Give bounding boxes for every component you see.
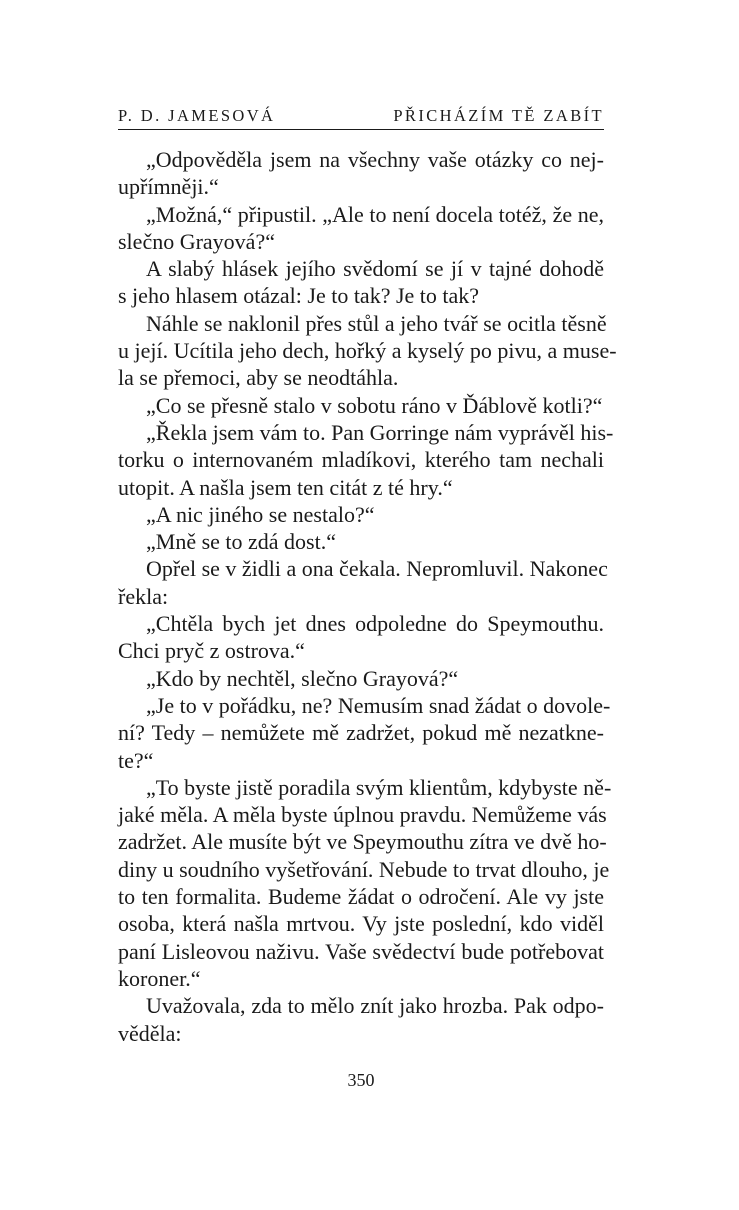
text-line: Náhle se naklonil přes stůl a jeho tvář se ocitla těsně [146,310,607,336]
text-line: torku o internovaném mladíkovi, kterého tam nechali [118,447,604,473]
running-head-title: PŘICHÁZÍM TĚ ZABÍT [393,106,604,125]
text-line: „Je to v pořádku, ne? Nemusím snad žádat o dovole- [146,692,611,718]
text-line: „Řekla jsem vám to. Pan Gorringe nám vyprávěl his- [146,419,614,445]
running-head-author: P. D. JAMESOVÁ [118,106,276,125]
text-line: „To byste jistě poradila svým klientům, kdybyste ně- [146,774,612,800]
text-line: „Kdo by nechtěl, slečno Grayová?“ [146,665,459,691]
text-line: koroner.“ [118,965,201,991]
text-line: „Chtěla bych jet dnes odpoledne do Speymouthu. [146,611,604,637]
text-line: Chci pryč z ostrova.“ [118,638,305,664]
text-line: la se přemoci, aby se neodtáhla. [118,365,399,391]
header-rule [118,129,604,130]
text-line: osoba, která našla mrtvou. Vy jste poslední, kdo viděl [118,911,604,937]
text-line: „Možná,“ připustil. „Ale to není docela totéž, že ne, [146,201,604,227]
text-line: věděla: [118,1020,182,1046]
text-line: s jeho hlasem otázal: Je to tak? Je to tak? [118,283,480,309]
body-text [118,146,617,1047]
text-line: zadržet. Ale musíte být ve Speymouthu zítra ve dvě ho- [118,829,607,855]
text-line: „Mně se to zdá dost.“ [146,529,336,555]
text-line: ní? Tedy – nemůžete mě zadržet, pokud mě nezatkne- [118,720,604,746]
page-number: 350 [347,1070,375,1090]
text-line: te?“ [118,747,154,773]
text-line: upřímněji.“ [118,174,219,200]
text-line: řekla: [118,583,169,609]
text-line: Uvažovala, zda to mělo znít jako hrozba. Pak odpo- [146,993,604,1019]
text-line: „Co se přesně stalo v sobotu ráno v Ďáblově kotli?“ [146,392,603,418]
text-line: diny u soudního vyšetřování. Nebude to trvat dlouho, je [118,856,610,882]
text-line: „A nic jiného se nestalo?“ [146,501,375,527]
text-line: utopit. A našla jsem ten citát z té hry.“ [118,474,453,500]
text-line: A slabý hlásek jejího svědomí se jí v tajné dohodě [146,256,604,282]
text-line: jaké měla. A měla byste úplnou pravdu. Nemůžeme vás [118,802,607,828]
running-head [118,104,604,128]
text-line: u její. Ucítila jeho dech, hořký a kyselý po pivu, a muse- [118,338,617,364]
text-line: „Odpověděla jsem na všechny vaše otázky co nej- [146,147,604,172]
text-line: paní Lisleovou naživu. Vaše svědectví bude potřebovat [118,938,604,964]
text-line: slečno Grayová?“ [118,228,275,254]
text-line: to ten formalita. Budeme žádat o odročení. Ale vy jste [118,884,604,910]
text-line: Opřel se v židli a ona čekala. Nepromluvil. Nakonec [146,556,608,582]
